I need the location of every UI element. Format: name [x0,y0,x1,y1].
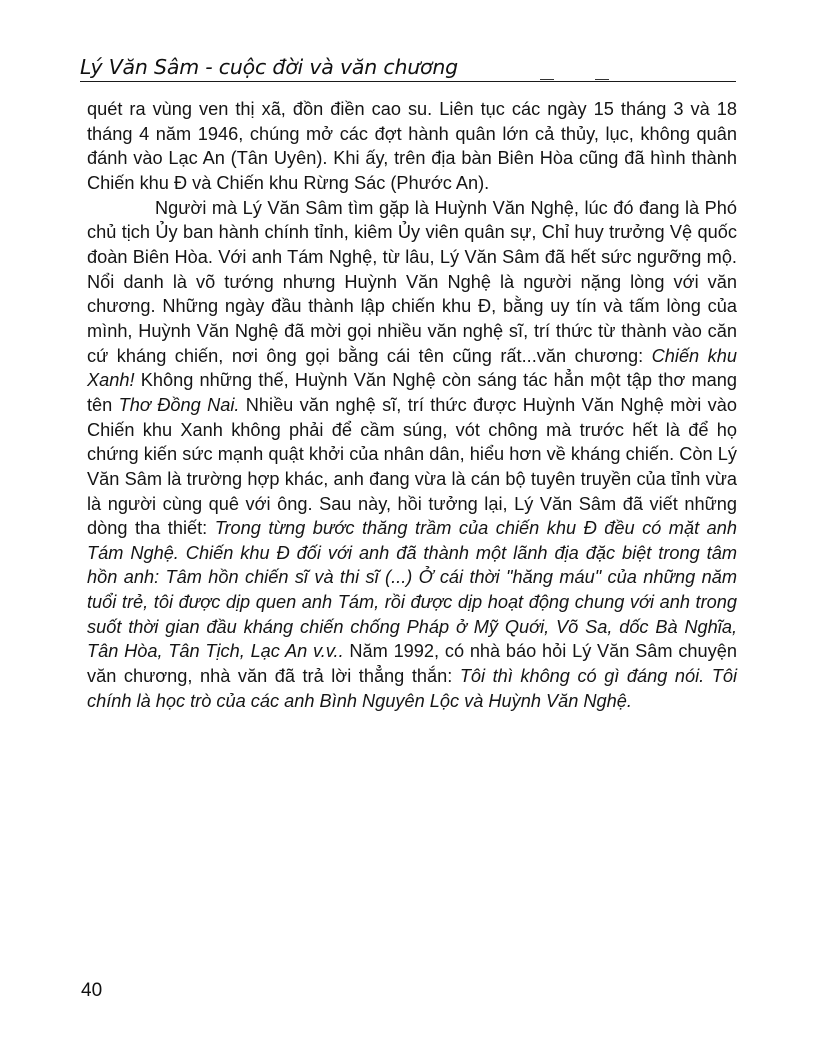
text-run: quét ra vùng ven thị xã, đồn điền cao su. Liên tục các ngày 15 tháng 3 và 18 tháng 4 năm 1946, chúng mở các đợt hành quân lớn cả thủy, lục, không quân đánh vào Lạc An (Tân Uyên). Khi ấy, trên địa bàn Biên Hòa cũng đã hình thành Chiến khu Đ và Chiến khu Rừng Sác (Phước An). [87,99,737,193]
italic-quote-text: Tôi thì không có gì đáng nói. Tôi chính là học trò của các anh Bình Nguyên Lộc và Huỳnh Văn Nghệ. [87,666,738,711]
text-run: Năm 1992, có nhà báo hỏi Lý Văn Sâm chuyện văn chương, nhà văn đã trả lời thẳng thắn: [87,641,737,687]
header-rule-mark [595,79,609,81]
text-run: Nhiều văn nghệ sĩ, trí thức được Huỳnh Văn Nghệ mời vào Chiến khu Xanh không phải để cầm súng, vót chông mà trước hết là để họ chứng kiến sức mạnh quật khởi của nhân dân, hiểu hơn về kháng chiến. Còn Lý Văn Sâm là trường hợp khác, anh đang vừa là cán bộ tuyên truyền của tỉnh vừa là người cùng quê với ông. Sau này, hồi tưởng lại, Lý Văn Sâm đã viết những dòng tha thiết: [87,394,737,539]
paragraph [87,97,737,196]
italic-quote-text: Trong từng bước thăng trầm của chiến khu Đ đều có mặt anh Tám Nghệ. Chiến khu Đ đối với anh đã thành một lãnh địa đặc biệt trong tâm hồn anh: Tâm hồn chiến sĩ và thi sĩ (...) Ở cái thời "hăng máu" của những năm tuổi trẻ, tôi được dịp quen anh Tám, rồi được dịp hoạt động chung với anh trong suốt thời gian đầu kháng chiến chống Pháp ở Mỹ Quới, Võ Sa, dốc Bà Nghĩa, Tân Hòa, Tân Tịch, Lạc An v.v.. [87,518,737,662]
page-number: 40 [81,980,103,1001]
text-run: Người mà Lý Văn Sâm tìm gặp là Huỳnh Văn Nghệ, lúc đó đang là Phó chủ tịch Ủy ban hành chính tỉnh, kiêm Ủy viên quân sự, Chỉ huy trưởng Vệ quốc đoàn Biên Hòa. Với anh Tám Nghệ, từ lâu, Lý Văn Sâm đã hết sức ngưỡng mộ. Nổi danh là võ tướng nhưng Huỳnh Văn Nghệ là người nặng lòng với văn chương. Những ngày đầu thành lập chiến khu Đ, bằng uy tín và tấm lòng của mình, Huỳnh Văn Nghệ đã mời gọi nhiều văn nghệ sĩ, trí thức từ thành vào căn cứ kháng chiến, nơi ông gọi bằng cái tên cũng rất...văn chương: [87,197,737,366]
body-text [87,97,737,713]
italic-quote-text: Chiến khu Xanh! [87,345,737,391]
running-head-title: Lý Văn Sâm - cuộc đời và văn chương [80,55,458,79]
running-head [80,51,736,82]
paragraph [87,196,737,714]
text-run: Không những thế, Huỳnh Văn Nghệ còn sáng tác hẳn một tập thơ mang tên [87,370,737,415]
header-rule-mark [540,79,554,81]
italic-quote-text: Thơ Đồng Nai. [118,394,240,415]
